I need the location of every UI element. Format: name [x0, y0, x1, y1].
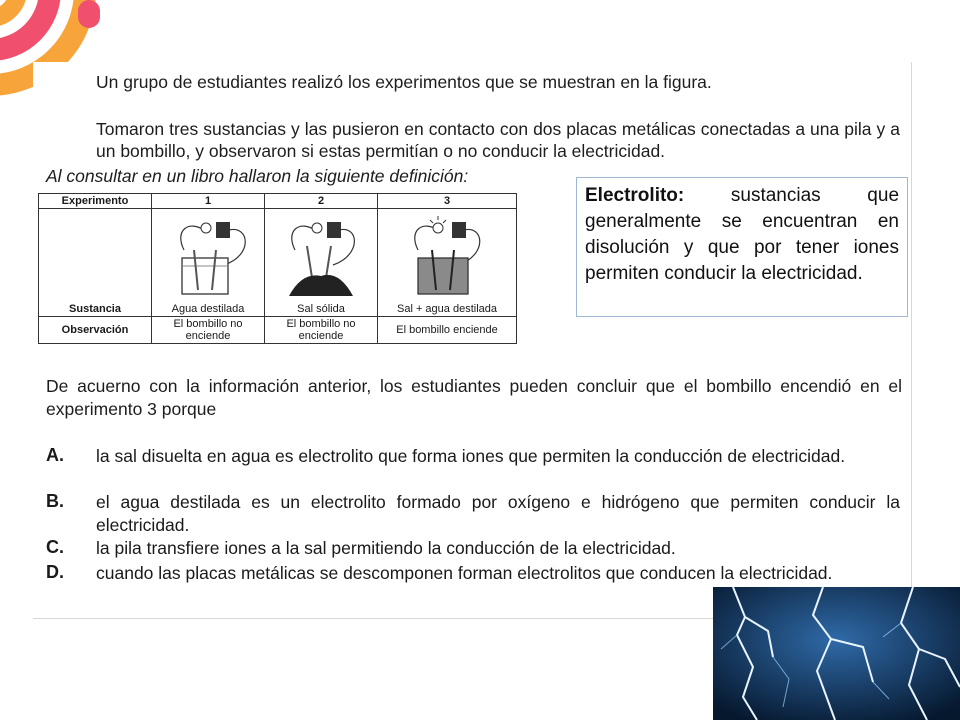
observation-3: El bombillo enciende: [378, 317, 517, 344]
option-d-text[interactable]: cuando las placas metálicas se descomponen forman electrolitos que conducen la electricidad.: [96, 563, 833, 583]
header-exp-1: 1: [152, 194, 265, 209]
definition-text: sustancias que generalmente se encuentran en disolución y que por tener iones permiten conducir la electricidad.: [585, 185, 900, 284]
experiment-3-illustration: [380, 210, 514, 300]
cell-exp-2: [265, 209, 378, 317]
question-text: De acuerno con la información anterior, los estudiantes pueden concluir que el bombillo encendió en el experimento 3 porque: [46, 376, 902, 419]
cell-exp-3: [378, 209, 517, 317]
intro-paragraph-1: Un grupo de estudiantes realizó los experimentos que se muestran en la figura.: [96, 72, 712, 92]
substance-2: Sal sólida: [297, 303, 345, 315]
option-d-letter: D.: [46, 562, 64, 582]
header-exp-2: 2: [265, 194, 378, 209]
option-b-letter: B.: [46, 491, 64, 511]
intro-paragraph-2: Tomaron tres sustancias y las pusieron en contacto con dos placas metálicas conectadas a una pila y a un bombillo, y observaron si estas permitían o no conducir la electricidad.: [96, 119, 900, 161]
experiments-table: [38, 193, 517, 344]
substance-3: Sal + agua destilada: [397, 303, 497, 315]
header-experiment: Experimento: [39, 194, 152, 209]
substance-1: Agua destilada: [171, 303, 245, 315]
label-substance: Sustancia: [39, 209, 152, 317]
observation-2: El bombillo no enciende: [265, 317, 378, 344]
definition-term: Electrolito:: [585, 185, 685, 206]
option-c-letter: C.: [46, 537, 64, 557]
option-a-letter: A.: [46, 445, 64, 465]
observation-1: El bombillo no enciende: [152, 317, 265, 344]
option-a-text[interactable]: la sal disuelta en agua es electrolito que forma iones que permiten la conducción de electricidad.: [96, 446, 846, 466]
lightning-image: [713, 587, 960, 720]
option-b-text[interactable]: el agua destilada es un electrolito formado por oxígeno e hidrógeno que permiten conducir la electricidad.: [96, 492, 900, 535]
definition-box: [576, 177, 908, 317]
experiment-2-illustration: [267, 210, 375, 300]
label-observation: Observación: [39, 317, 152, 344]
cell-exp-1: [152, 209, 265, 317]
consult-line: Al consultar en un libro hallaron la siguiente definición:: [46, 166, 469, 186]
option-c-text[interactable]: la pila transfiere iones a la sal permitiendo la conducción de la electricidad.: [96, 538, 676, 558]
header-exp-3: 3: [378, 194, 517, 209]
experiment-1-illustration: [154, 210, 262, 300]
